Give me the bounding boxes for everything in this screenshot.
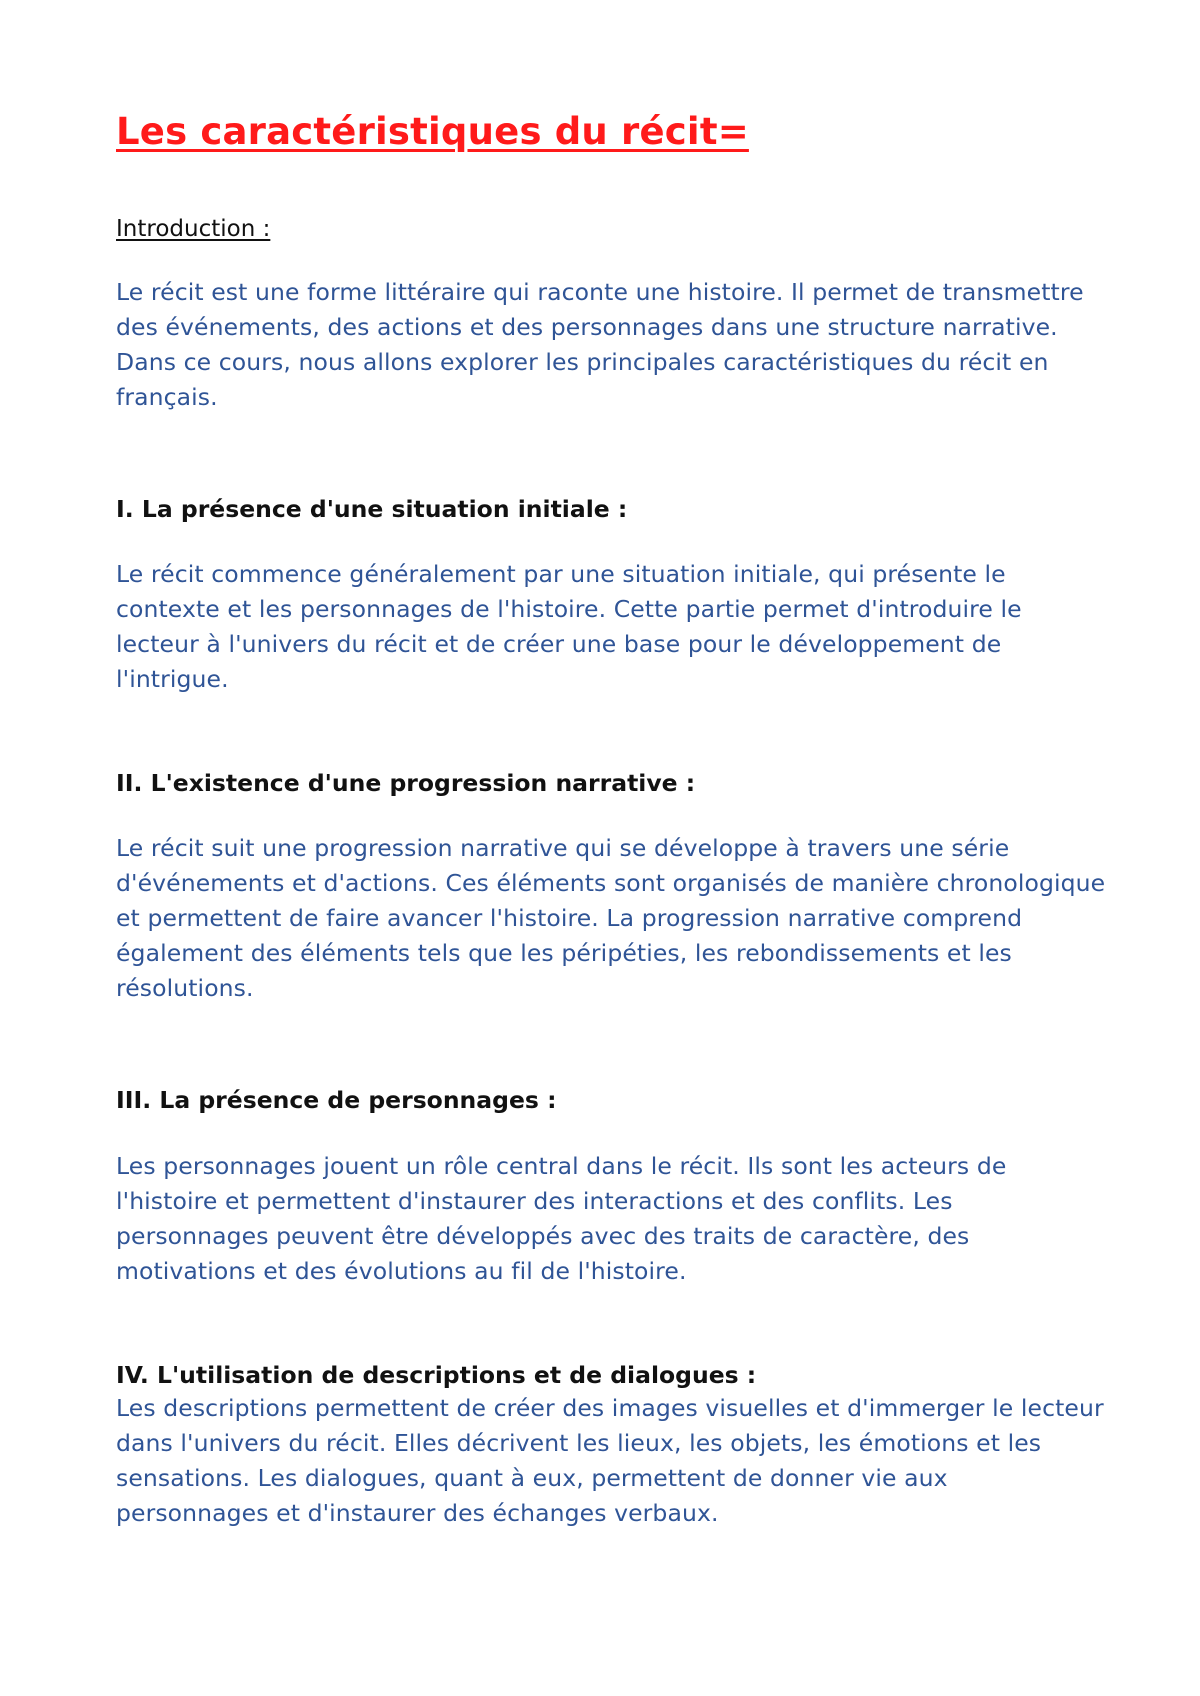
document-title: Les caractéristiques du récit=	[116, 110, 749, 153]
section-1-heading: I. La présence d'une situation initiale :	[116, 494, 628, 523]
section-1-paragraph: Le récit commence généralement par une situation initiale, qui présente le contexte et les personnages de l'histoire. Cette partie permet d'introduire le lecteur à l'univers du récit et de créer une base pour le développement de l'intrigue.	[116, 560, 1022, 694]
section-4-heading: IV. L'utilisation de descriptions et de dialogues :	[116, 1360, 757, 1389]
section-3-paragraph: Les personnages jouent un rôle central dans le récit. Ils sont les acteurs de l'histoire et permettent d'instaurer des interactions et des conflits. Les personnages peuvent être développés avec des traits de caractère, des motivations et des évolutions au fil de l'histoire.	[116, 1151, 1007, 1285]
section-4-paragraph: Les descriptions permettent de créer des images visuelles et d'immerger le lecteur dans l'univers du récit. Elles décrivent les lieux, les objets, les émotions et les sensations. Les dialogues, quant à eux, permettent de donner vie aux personnages et d'instaurer des échanges verbaux.	[116, 1393, 1104, 1527]
section-3-heading: III. La présence de personnages :	[116, 1086, 557, 1115]
section-2-heading: II. L'existence d'une progression narrative :	[116, 769, 696, 798]
section-2-paragraph: Le récit suit une progression narrative qui se développe à travers une série d'événements et d'actions. Ces éléments sont organisés de manière chronologique et permettent de faire avancer l'histoire. La progression narrative comprend également des éléments tels que les péripéties, les rebondissements et les résolutions.	[116, 834, 1106, 1003]
introduction-label: Introduction :	[116, 216, 271, 243]
document-page	[116, 110, 1106, 1531]
introduction-paragraph: Le récit est une forme littéraire qui raconte une histoire. Il permet de transmettre des événements, des actions et des personnages dans une structure narrative. Dans ce cours, nous allons explorer les principales caractéristiques du récit en français.	[116, 277, 1084, 411]
